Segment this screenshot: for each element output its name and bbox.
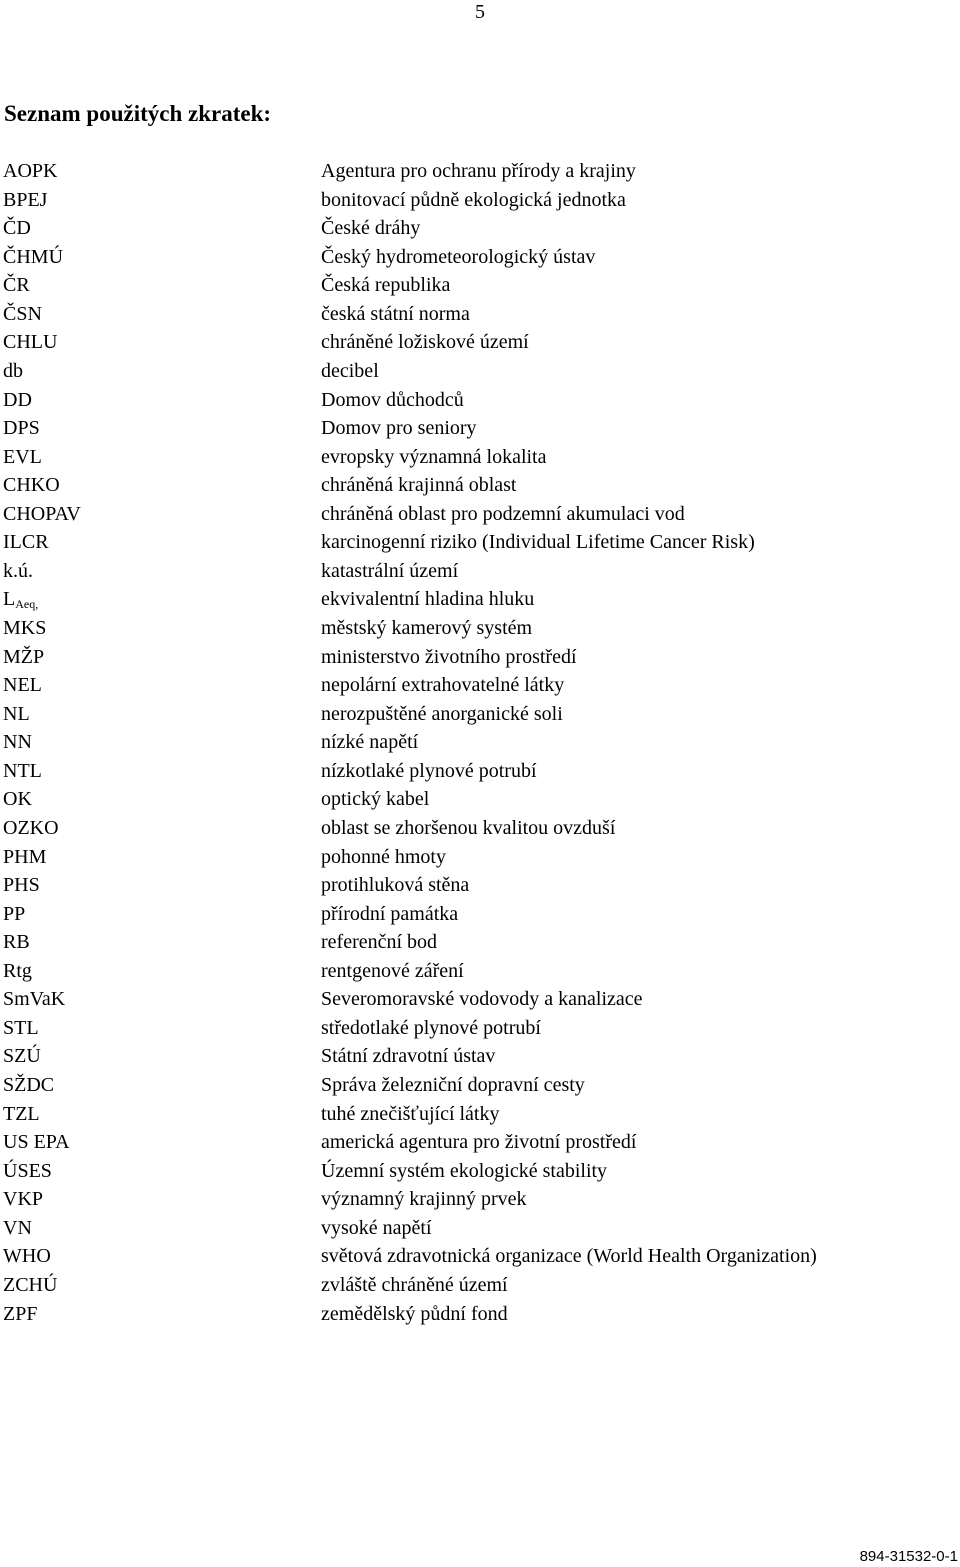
- abbreviation-text: ZPF: [3, 1302, 38, 1325]
- list-item: [0, 357, 960, 386]
- abbreviation-text: OZKO: [3, 816, 59, 839]
- abbreviation: [0, 300, 321, 329]
- list-item: [0, 471, 960, 500]
- list-item: [0, 157, 960, 186]
- abbreviation-meaning: pohonné hmoty: [321, 845, 446, 868]
- abbreviation: [0, 1185, 321, 1214]
- abbreviation-text: ČSN: [3, 302, 42, 325]
- abbreviation-meaning: chráněná krajinná oblast: [321, 474, 517, 497]
- abbreviation: [0, 243, 321, 272]
- abbreviation-meaning: významný krajinný prvek: [321, 1188, 527, 1211]
- list-item: [0, 814, 960, 843]
- abbreviation-text: k.ú.: [3, 559, 33, 582]
- abbreviation-text: MŽP: [3, 645, 45, 668]
- list-item: [0, 500, 960, 529]
- abbreviation-text: NL: [3, 702, 30, 725]
- abbreviation-meaning: České dráhy: [321, 217, 421, 240]
- list-item: [0, 1185, 960, 1214]
- list-item: [0, 386, 960, 415]
- abbreviation-text: CHKO: [3, 474, 60, 497]
- abbreviation-text: SmVaK: [3, 988, 66, 1011]
- abbreviation: [0, 528, 321, 557]
- abbreviation-text: MKS: [3, 617, 47, 639]
- abbreviation-text: DPS: [3, 417, 40, 440]
- abbreviation-text: STL: [3, 1016, 39, 1039]
- abbreviation-meaning: Domov důchodců: [321, 388, 464, 411]
- abbreviation-text: DD: [3, 388, 32, 411]
- abbreviation: [0, 928, 321, 957]
- list-item: [0, 643, 960, 672]
- list-item: [0, 671, 960, 700]
- abbreviation-text: CHOPAV: [3, 502, 81, 525]
- list-item: [0, 1242, 960, 1271]
- list-item: [0, 328, 960, 357]
- abbreviation-meaning: Domov pro seniory: [321, 417, 477, 440]
- list-item: [0, 614, 960, 643]
- page-title: Seznam použitých zkratek:: [4, 101, 272, 126]
- abbreviation: [0, 785, 321, 814]
- abbreviation: [0, 728, 321, 757]
- list-item: [0, 1071, 960, 1100]
- abbreviation-text: PHS: [3, 874, 40, 897]
- abbreviation: [0, 186, 321, 215]
- abbreviation-text: NN: [3, 731, 32, 754]
- abbreviation-text: db: [3, 359, 23, 382]
- abbreviation-text: CHLU: [3, 331, 58, 354]
- abbreviation-meaning: oblast se zhoršenou kvalitou ovzduší: [321, 816, 616, 839]
- abbreviation-text: VKP: [3, 1188, 44, 1211]
- list-item: [0, 1157, 960, 1186]
- abbreviation: [0, 957, 321, 986]
- abbreviation-meaning: Česká republika: [321, 274, 451, 297]
- list-item: [0, 186, 960, 215]
- abbreviation: [0, 614, 321, 643]
- abbreviation: [0, 414, 321, 443]
- list-item: [0, 757, 960, 786]
- abbreviation: [0, 1214, 321, 1243]
- abbreviation-meaning: americká agentura pro životní prostředí: [321, 1131, 637, 1154]
- abbreviation: [0, 1014, 321, 1043]
- list-item: [0, 1100, 960, 1129]
- page-number: 5: [475, 1, 485, 23]
- abbreviation-meaning: ekvivalentní hladina hluku: [321, 588, 535, 611]
- abbreviation-meaning: ministerstvo životního prostředí: [321, 645, 577, 668]
- abbreviation-meaning: nízkotlaké plynové potrubí: [321, 759, 537, 782]
- abbreviation-meaning: optický kabel: [321, 788, 430, 811]
- abbreviation-text: ČD: [3, 217, 31, 240]
- abbreviation: [0, 214, 321, 243]
- abbreviation-meaning: zemědělský půdní fond: [321, 1302, 508, 1325]
- abbreviation-text: ÚSES: [3, 1159, 52, 1182]
- abbreviation-meaning: evropsky významná lokalita: [321, 445, 547, 468]
- abbreviation: [0, 1042, 321, 1071]
- abbreviation: [0, 1271, 321, 1300]
- abbreviation: [0, 985, 321, 1014]
- abbreviation-meaning: karcinogenní riziko (Individual Lifetime Cancer Risk): [321, 531, 755, 554]
- abbreviation: [0, 1242, 321, 1271]
- abbreviation: [0, 757, 321, 786]
- document-code: 894-31532-0-1: [859, 1548, 958, 1565]
- abbreviation-text: EVL: [3, 445, 42, 468]
- abbreviation-list: [0, 157, 960, 1328]
- abbreviation-text: Rtg: [3, 959, 32, 982]
- abbreviation-meaning: nepolární extrahovatelné látky: [321, 674, 565, 697]
- abbreviation-meaning: chráněná oblast pro podzemní akumulaci vod: [321, 502, 685, 525]
- abbreviation: [0, 328, 321, 357]
- abbreviation: [0, 671, 321, 700]
- abbreviation: [0, 643, 321, 672]
- list-item: [0, 700, 960, 729]
- abbreviation-meaning: chráněné ložiskové území: [321, 331, 529, 354]
- list-item: [0, 1042, 960, 1071]
- abbreviation: [0, 843, 321, 872]
- abbreviation-text: PHM: [3, 845, 47, 868]
- abbreviation-text: AOPK: [3, 160, 58, 182]
- list-item: [0, 300, 960, 329]
- abbreviation: [0, 1300, 321, 1329]
- list-item: [0, 785, 960, 814]
- abbreviation-meaning: rentgenové záření: [321, 959, 464, 982]
- list-item: [0, 1128, 960, 1157]
- abbreviation-subscript: Aeq,: [15, 597, 39, 612]
- list-item: [0, 443, 960, 472]
- abbreviation: [0, 357, 321, 386]
- abbreviation-text: RB: [3, 931, 30, 954]
- abbreviation-meaning: Agentura pro ochranu přírody a krajiny: [321, 160, 636, 182]
- abbreviation: [0, 700, 321, 729]
- abbreviation-meaning: středotlaké plynové potrubí: [321, 1016, 541, 1039]
- abbreviation: [0, 500, 321, 529]
- list-item: [0, 843, 960, 872]
- abbreviation-text: WHO: [3, 1245, 51, 1268]
- abbreviation-text: VN: [3, 1216, 32, 1239]
- abbreviation-text: ZCHÚ: [3, 1273, 58, 1296]
- list-item: [0, 1014, 960, 1043]
- abbreviation-meaning: světová zdravotnická organizace (World Health Organization): [321, 1245, 817, 1268]
- abbreviation: [0, 871, 321, 900]
- abbreviation-text: NTL: [3, 759, 42, 782]
- abbreviation-meaning: bonitovací půdně ekologická jednotka: [321, 188, 626, 211]
- abbreviation: [0, 557, 321, 586]
- abbreviation: [0, 1128, 321, 1157]
- abbreviation-meaning: Severomoravské vodovody a kanalizace: [321, 988, 643, 1011]
- abbreviation-text: TZL: [3, 1102, 40, 1125]
- list-item: [0, 957, 960, 986]
- abbreviation-meaning: nízké napětí: [321, 731, 419, 754]
- list-item: [0, 871, 960, 900]
- abbreviation-meaning: Český hydrometeorologický ústav: [321, 245, 596, 268]
- list-item: [0, 214, 960, 243]
- list-item: [0, 557, 960, 586]
- abbreviation: [0, 1100, 321, 1129]
- list-item: [0, 1214, 960, 1243]
- abbreviation: [0, 900, 321, 929]
- abbreviation-text: OK: [3, 788, 32, 811]
- abbreviation: [0, 1071, 321, 1100]
- abbreviation: [0, 1157, 321, 1186]
- abbreviation: [0, 471, 321, 500]
- list-item: [0, 271, 960, 300]
- list-item: [0, 585, 960, 614]
- abbreviation-meaning: referenční bod: [321, 931, 438, 954]
- abbreviation-meaning: tuhé znečišťující látky: [321, 1102, 500, 1125]
- abbreviation-meaning: Správa železniční dopravní cesty: [321, 1074, 585, 1096]
- abbreviation-text: ČR: [3, 274, 30, 297]
- list-item: [0, 900, 960, 929]
- abbreviation-meaning: zvláště chráněné území: [321, 1273, 508, 1296]
- list-item: [0, 414, 960, 443]
- abbreviation-text: PP: [3, 902, 26, 925]
- abbreviation-meaning: katastrální území: [321, 559, 459, 582]
- abbreviation-text: ILCR: [3, 531, 49, 554]
- list-item: [0, 928, 960, 957]
- abbreviation: [0, 386, 321, 415]
- abbreviation-text: ČHMÚ: [3, 245, 64, 268]
- abbreviation-text: US EPA: [3, 1131, 70, 1154]
- list-item: [0, 985, 960, 1014]
- abbreviation-text: SŽDC: [3, 1074, 55, 1096]
- abbreviation-meaning: nerozpuštěné anorganické soli: [321, 702, 563, 725]
- list-item: [0, 1271, 960, 1300]
- abbreviation-meaning: vysoké napětí: [321, 1216, 432, 1239]
- list-item: [0, 1300, 960, 1329]
- abbreviation: [0, 443, 321, 472]
- abbreviation: [0, 814, 321, 843]
- abbreviation-meaning: městský kamerový systém: [321, 617, 533, 639]
- abbreviation-meaning: decibel: [321, 359, 379, 382]
- list-item: [0, 243, 960, 272]
- abbreviation-meaning: Územní systém ekologické stability: [321, 1159, 608, 1182]
- list-item: [0, 528, 960, 557]
- abbreviation-meaning: česká státní norma: [321, 302, 470, 325]
- abbreviation-text: BPEJ: [3, 188, 48, 211]
- abbreviation-text: SZÚ: [3, 1045, 41, 1068]
- abbreviation-meaning: přírodní památka: [321, 902, 459, 925]
- abbreviation-meaning: Státní zdravotní ústav: [321, 1045, 496, 1068]
- abbreviation-text: L: [3, 588, 16, 611]
- abbreviation: [0, 585, 321, 614]
- abbreviation-text: NEL: [3, 674, 42, 697]
- abbreviation: [0, 271, 321, 300]
- abbreviation: [0, 157, 321, 186]
- list-item: [0, 728, 960, 757]
- abbreviation-meaning: protihluková stěna: [321, 874, 470, 897]
